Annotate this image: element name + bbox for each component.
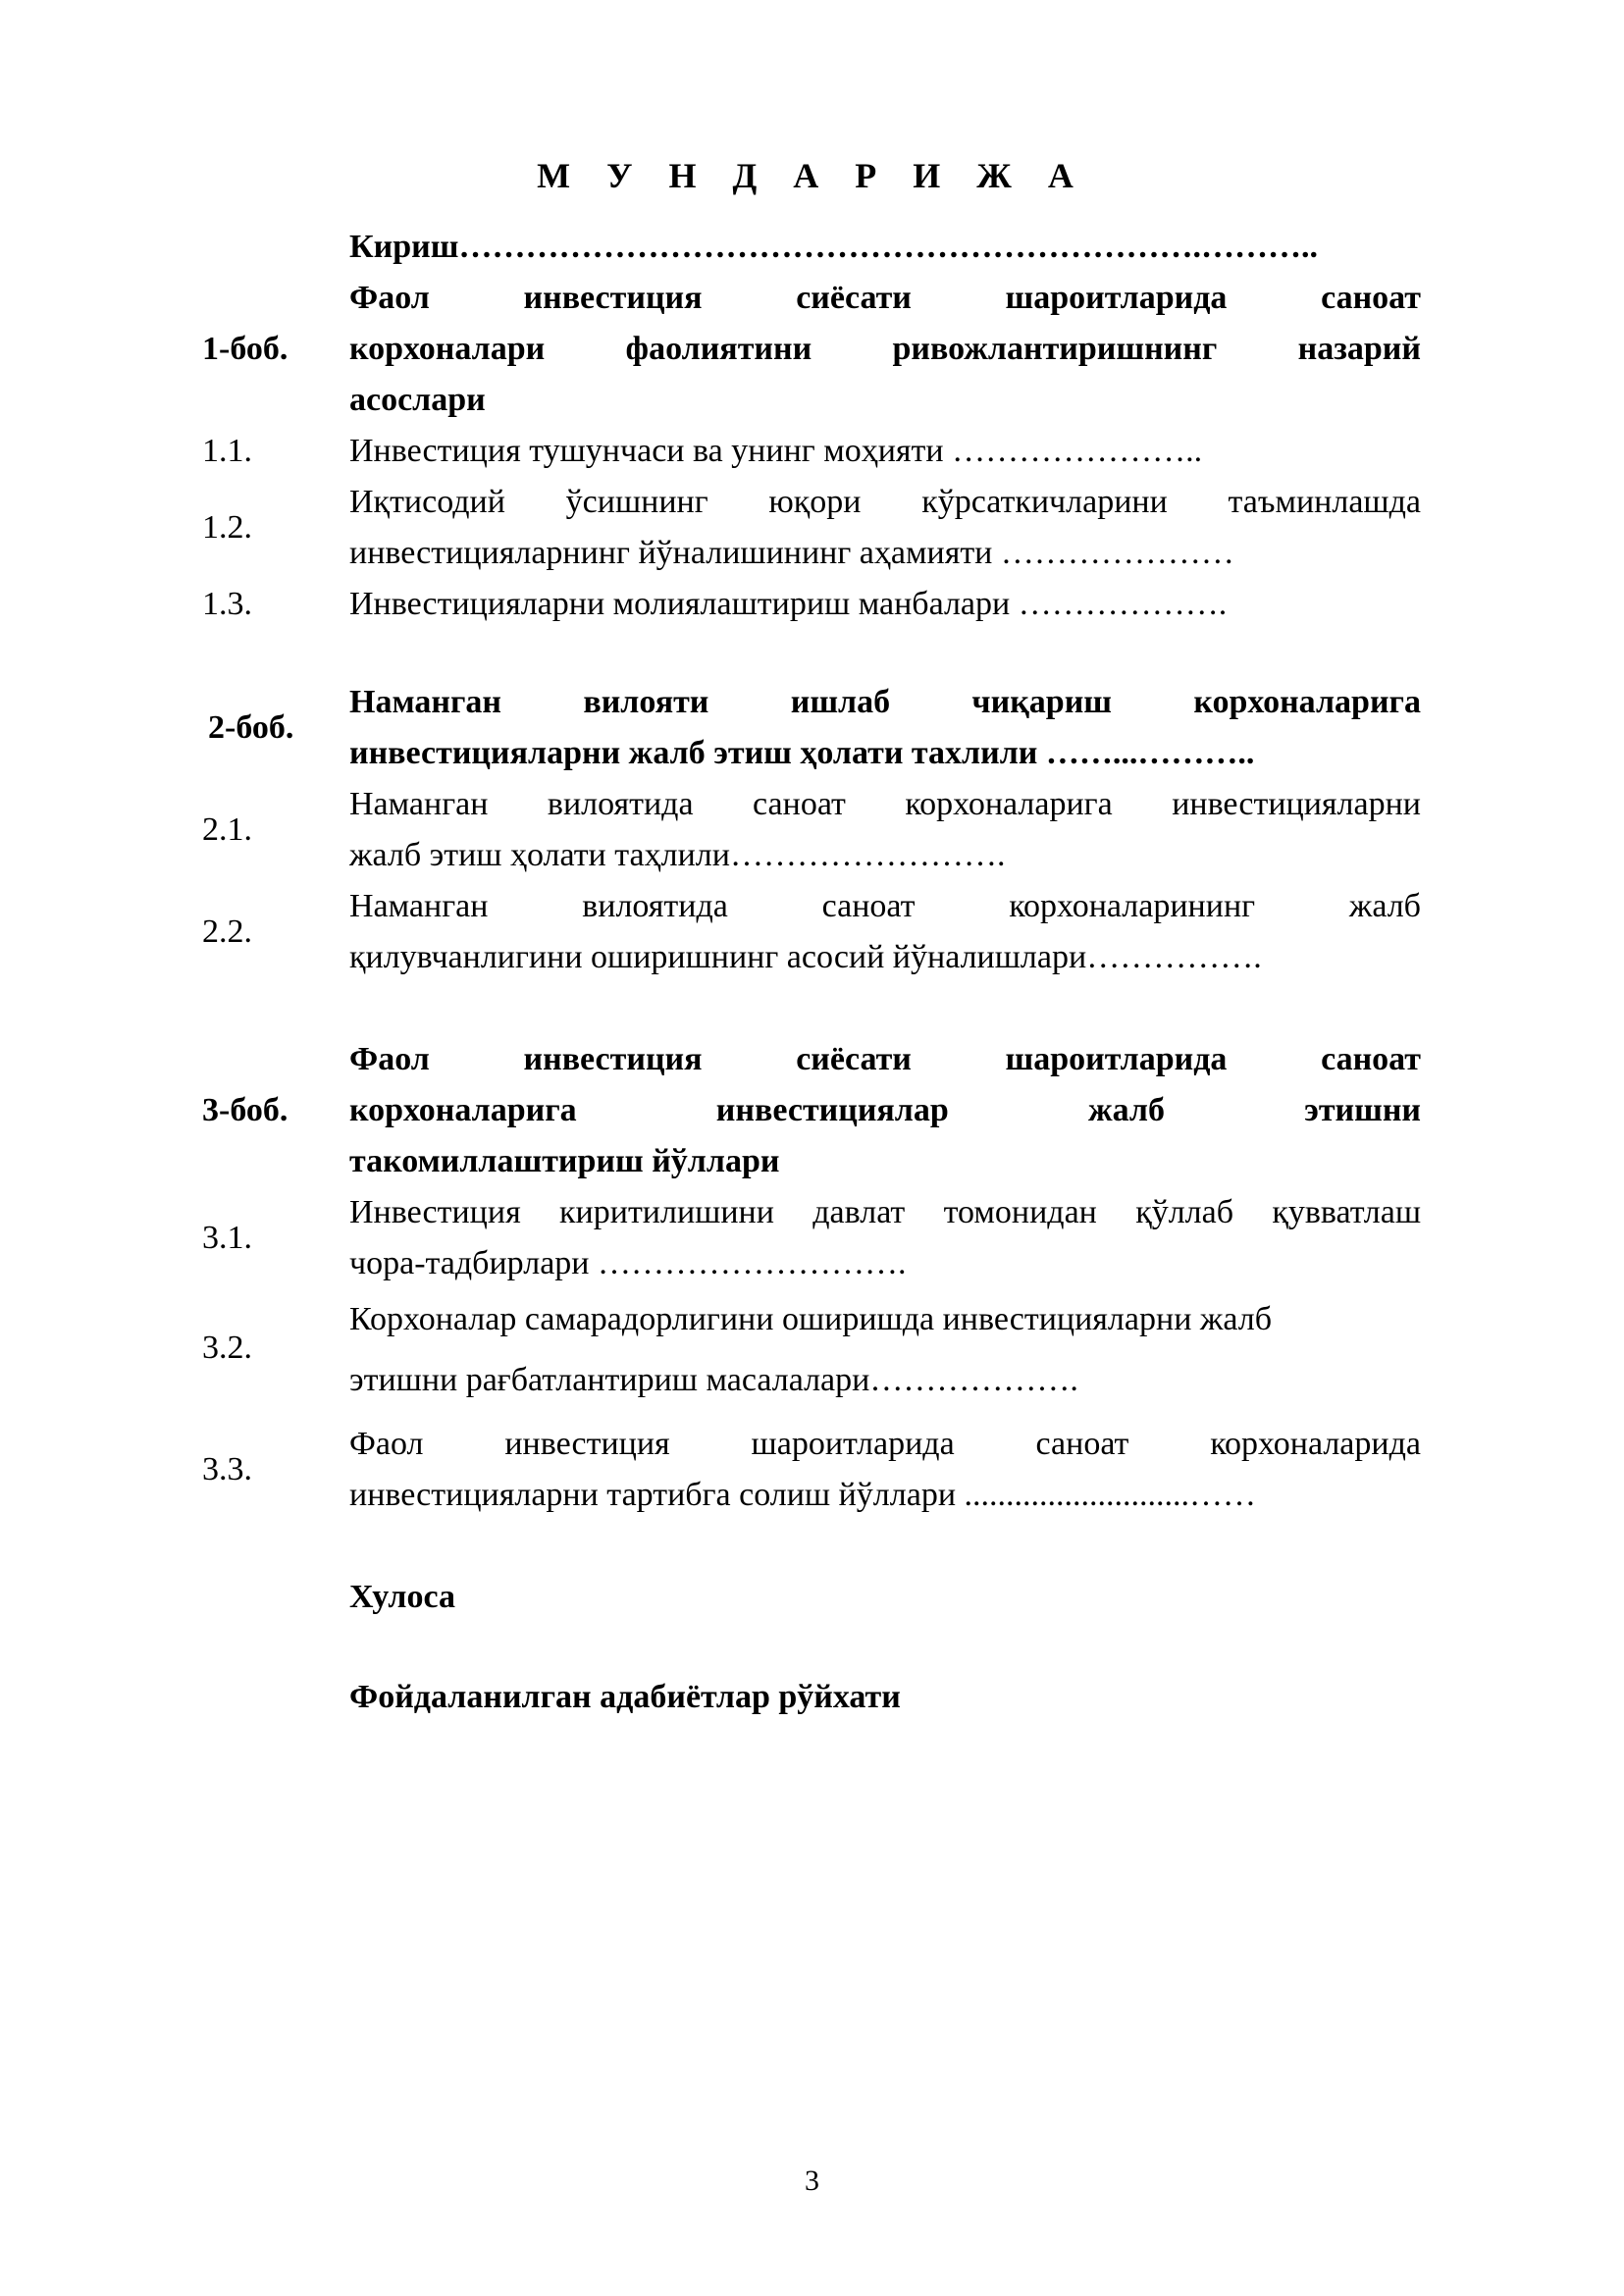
section-2-2-title-line: Наманган вилоятида саноат корхоналарининг жалб	[349, 888, 1421, 924]
chapter-3-title-line: Фаол инвестиция сиёсати шароитларида саноат	[349, 1041, 1421, 1077]
section-3-2-number: 3.2.	[202, 1330, 252, 1366]
toc-section-2-1	[0, 779, 1624, 881]
chapter-2-number: 2-боб.	[208, 709, 294, 746]
chapter-1-number: 1-боб.	[202, 331, 288, 367]
toc-chapter-2	[0, 677, 1624, 779]
chapter-2-title-line: инвестицияларни жалб этиш ҳолати тахлили ……...………..	[349, 735, 1255, 771]
section-2-2-title-line: қилувчанлигини оширишнинг асосий йўналишлари…………….	[349, 939, 1262, 975]
section-1-2-number: 1.2.	[202, 509, 252, 546]
chapter-1-title-line: корхоналари фаолиятини ривожлантиришнинг назарий	[349, 331, 1421, 367]
toc-section-3-1	[0, 1187, 1624, 1289]
toc-chapter-3	[0, 1034, 1624, 1187]
chapter-2-title-line: Наманган вилояти ишлаб чиқариш корхоналарига	[349, 684, 1421, 720]
references-label: Фойдаланилган адабиётлар рўйхати	[349, 1679, 901, 1715]
toc-section-1-3	[0, 579, 1624, 630]
section-3-3-number: 3.3.	[202, 1451, 252, 1487]
toc-section-3-3	[0, 1419, 1624, 1521]
section-3-3-title-line: инвестицияларни тартибга солиш йўллари ...........................……	[349, 1477, 1257, 1513]
toc-section-3-2	[0, 1289, 1624, 1407]
section-2-1-number: 2.1.	[202, 811, 252, 848]
section-1-2-title-line: Иқтисодий ўсишнинг юқори кўрсаткичларини таъминлашда	[349, 484, 1421, 520]
section-2-1-title-line: жалб этиш ҳолати таҳлили…………………….	[349, 837, 1006, 873]
chapter-3-title-line: корхоналарига инвестициялар жалб этишни	[349, 1092, 1421, 1128]
section-3-2-title-line: этишни рағбатлантириш масалалари……………….	[349, 1362, 1078, 1398]
chapter-1-title-line: Фаол инвестиция сиёсати шароитларида саноат	[349, 280, 1421, 316]
toc-section-2-2	[0, 881, 1624, 983]
chapter-1-title-line: асослари	[349, 382, 486, 418]
section-1-3-title: Инвестицияларни молиялаштириш манбалари ……………….	[349, 586, 1228, 622]
section-1-1-title: Инвестиция тушунчаси ва унинг моҳияти …………………..	[349, 433, 1203, 469]
section-3-1-title-line: чора-тадбирлари ……………………….	[349, 1245, 907, 1281]
page-title: М У Н Д А Р И Ж А	[537, 156, 1087, 195]
page-number: 3	[805, 2165, 819, 2197]
toc-references	[0, 1672, 1624, 1723]
toc-intro	[0, 222, 1624, 273]
toc-chapter-1	[0, 273, 1624, 426]
section-1-2-title-line: инвестицияларнинг йўналишининг аҳамияти …………………	[349, 535, 1234, 571]
chapter-3-number: 3-боб.	[202, 1092, 288, 1128]
section-2-2-number: 2.2.	[202, 913, 252, 950]
section-1-1-number: 1.1.	[202, 433, 252, 469]
toc-conclusion	[0, 1572, 1624, 1623]
chapter-3-title-line: такомиллаштириш йўллари	[349, 1143, 780, 1179]
section-3-3-title-line: Фаол инвестиция шароитларида саноат корхоналарида	[349, 1426, 1421, 1462]
section-2-1-title-line: Наманган вилоятида саноат корхоналарига инвестицияларни	[349, 786, 1421, 822]
section-3-2-title-line: Корхоналар самарадорлигини оширишда инвестицияларни жалб	[349, 1301, 1273, 1337]
toc-section-1-1	[0, 426, 1624, 477]
toc-section-1-2	[0, 477, 1624, 579]
conclusion-label: Хулоса	[349, 1579, 455, 1615]
section-1-3-number: 1.3.	[202, 586, 252, 622]
section-3-1-number: 3.1.	[202, 1220, 252, 1256]
toc-intro-label: Кириш………………………………………………………….………..	[349, 229, 1318, 265]
section-3-1-title-line: Инвестиция киритилишини давлат томонидан қўллаб қувватлаш	[349, 1194, 1421, 1230]
